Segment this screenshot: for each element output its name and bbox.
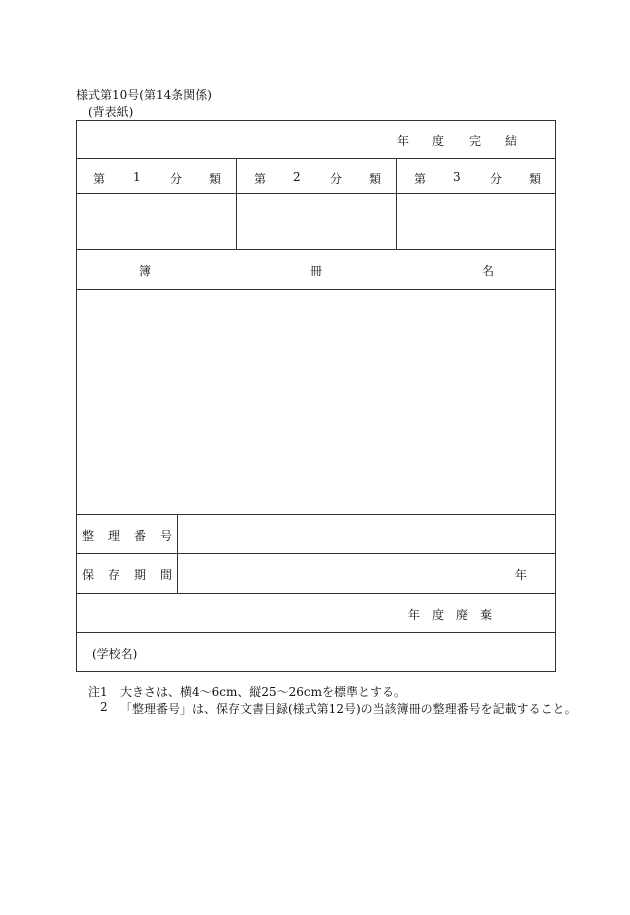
row-divider [76,249,556,250]
table-border-top [76,120,556,121]
class2-cell[interactable] [237,194,396,249]
class3-cell[interactable] [397,194,555,249]
table-border-right [555,120,556,672]
note2-text: 「整理番号」は、保存文書目録(様式第12号)の当該簿冊の整理番号を記載すること。 [120,702,577,716]
retention-cell[interactable] [178,554,555,593]
retention-year-unit: 年 [515,568,528,582]
book-name-cell[interactable] [77,290,555,514]
ref-number-cell[interactable] [178,515,555,553]
note1-text: 大きさは、横4〜6cm、縦25〜26cmを標準とする。 [120,685,407,699]
class1-cell[interactable] [77,194,236,249]
school-name-label: (学校名) [92,647,138,661]
subtitle: (背表紙) [88,105,134,119]
form-title: 様式第10号(第14条関係) [76,88,212,102]
note2-label: 2 [100,700,108,714]
row-divider [76,632,556,633]
note1-label: 注1 [88,685,108,699]
row-divider [76,158,556,159]
row-divider [76,593,556,594]
table-border-bottom [76,671,556,672]
